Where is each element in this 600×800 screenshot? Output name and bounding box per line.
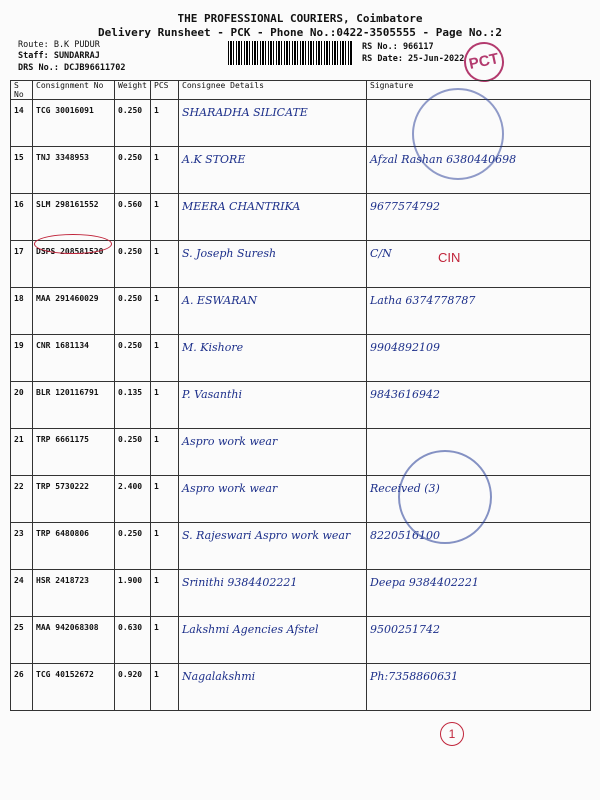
row-signature: Afzal Rashan 6380440698 [367, 147, 591, 194]
cin-mark: CIN [438, 250, 461, 265]
row-consignment: MAA 291460029 [33, 288, 115, 335]
table-header-row [11, 81, 591, 100]
row-sno: 25 [11, 617, 33, 664]
row-consignee: S. Joseph Suresh [179, 241, 367, 288]
table-row [11, 288, 591, 335]
row-consignment: HSR 2418723 [33, 570, 115, 617]
table-row [11, 335, 591, 382]
row-weight: 0.250 [115, 147, 151, 194]
row-signature: 9843616942 [367, 382, 591, 429]
table-row [11, 382, 591, 429]
row-signature: Ph:7358860631 [367, 664, 591, 711]
row-consignment: CNR 1681134 [33, 335, 115, 382]
rs-number: RS No.: 966117 [362, 42, 434, 52]
col-weight: Weight [115, 81, 151, 100]
row-consignee: A.K STORE [179, 147, 367, 194]
row-signature: Deepa 9384402221 [367, 570, 591, 617]
row-sno: 22 [11, 476, 33, 523]
row-weight: 0.560 [115, 194, 151, 241]
row-pcs: 1 [151, 288, 179, 335]
row-consignment: SLM 298161552 [33, 194, 115, 241]
row-consignment: TCG 30016091 [33, 100, 115, 147]
table-row [11, 664, 591, 711]
row-consignee: Lakshmi Agencies Afstel [179, 617, 367, 664]
row-consignment: DSPS 208581520 [33, 241, 115, 288]
row-signature: 9904892109 [367, 335, 591, 382]
row-consignment: TRP 6661175 [33, 429, 115, 476]
page-mark: 1 [440, 722, 464, 746]
table-row [11, 617, 591, 664]
row-sno: 24 [11, 570, 33, 617]
row-consignee: P. Vasanthi [179, 382, 367, 429]
table-row [11, 570, 591, 617]
runsheet-subtitle: Delivery Runsheet - PCK - Phone No.:0422-3505555 - Page No.:2 [98, 26, 502, 39]
row-weight: 0.135 [115, 382, 151, 429]
row-weight: 0.250 [115, 429, 151, 476]
row-pcs: 1 [151, 523, 179, 570]
col-pcs: PCS [151, 81, 179, 100]
row-consignment: TRP 6480806 [33, 523, 115, 570]
row-consignee: M. Kishore [179, 335, 367, 382]
row-consignee: Srinithi 9384402221 [179, 570, 367, 617]
row-weight: 0.630 [115, 617, 151, 664]
delivery-table [10, 80, 591, 711]
row-weight: 1.900 [115, 570, 151, 617]
row-pcs: 1 [151, 664, 179, 711]
row-consignment: BLR 120116791 [33, 382, 115, 429]
row-weight: 2.400 [115, 476, 151, 523]
row-weight: 0.250 [115, 523, 151, 570]
row-pcs: 1 [151, 476, 179, 523]
row-weight: 0.250 [115, 241, 151, 288]
table-row [11, 429, 591, 476]
row-consignee: A. ESWARAN [179, 288, 367, 335]
row-sno: 15 [11, 147, 33, 194]
col-consignment: Consignment No [33, 81, 115, 100]
row-sno: 19 [11, 335, 33, 382]
row-pcs: 1 [151, 429, 179, 476]
consignment-circle-mark [34, 234, 112, 254]
row-pcs: 1 [151, 382, 179, 429]
row-signature: 9677574792 [367, 194, 591, 241]
row-sno: 23 [11, 523, 33, 570]
table-row [11, 476, 591, 523]
row-sno: 26 [11, 664, 33, 711]
row-sno: 18 [11, 288, 33, 335]
company-title: THE PROFESSIONAL COURIERS, Coimbatore [177, 12, 423, 25]
row-signature: Received (3) [367, 476, 591, 523]
row-consignment: TNJ 3348953 [33, 147, 115, 194]
table-row [11, 147, 591, 194]
row-signature: 8220516100 [367, 523, 591, 570]
row-pcs: 1 [151, 147, 179, 194]
row-signature: C/N [367, 241, 591, 288]
row-consignee: MEERA CHANTRIKA [179, 194, 367, 241]
col-sno: S No [11, 81, 33, 100]
row-consignment: TCG 40152672 [33, 664, 115, 711]
row-weight: 0.250 [115, 335, 151, 382]
pct-stamp: PCT [460, 38, 507, 85]
table-row [11, 194, 591, 241]
row-weight: 0.920 [115, 664, 151, 711]
row-consignee: Nagalakshmi [179, 664, 367, 711]
table-row [11, 523, 591, 570]
received-rubber-stamp [398, 450, 492, 544]
col-signature: Signature [367, 81, 591, 100]
barcode [228, 41, 353, 65]
row-consignee: SHARADHA SILICATE [179, 100, 367, 147]
row-consignment: TRP 5730222 [33, 476, 115, 523]
row-consignment: MAA 942068308 [33, 617, 115, 664]
row-weight: 0.250 [115, 288, 151, 335]
row-pcs: 1 [151, 241, 179, 288]
row-sno: 14 [11, 100, 33, 147]
row-pcs: 1 [151, 617, 179, 664]
delivery-rubber-stamp [412, 88, 504, 180]
drs-number: DRS No.: DCJB96611702 [18, 63, 126, 73]
row-pcs: 1 [151, 335, 179, 382]
row-consignee: S. Rajeswari Aspro work wear [179, 523, 367, 570]
row-weight: 0.250 [115, 100, 151, 147]
row-signature: Latha 6374778787 [367, 288, 591, 335]
row-consignee: Aspro work wear [179, 429, 367, 476]
route-label: Route: B.K PUDUR [18, 40, 100, 50]
row-pcs: 1 [151, 570, 179, 617]
row-sno: 21 [11, 429, 33, 476]
row-sno: 16 [11, 194, 33, 241]
row-sno: 17 [11, 241, 33, 288]
row-pcs: 1 [151, 100, 179, 147]
row-sno: 20 [11, 382, 33, 429]
col-consignee: Consignee Details [179, 81, 367, 100]
staff-label: Staff: SUNDARRAJ [18, 51, 100, 61]
row-consignee: Aspro work wear [179, 476, 367, 523]
row-pcs: 1 [151, 194, 179, 241]
rs-date: RS Date: 25-Jun-2022 [362, 54, 465, 64]
row-signature: 9500251742 [367, 617, 591, 664]
